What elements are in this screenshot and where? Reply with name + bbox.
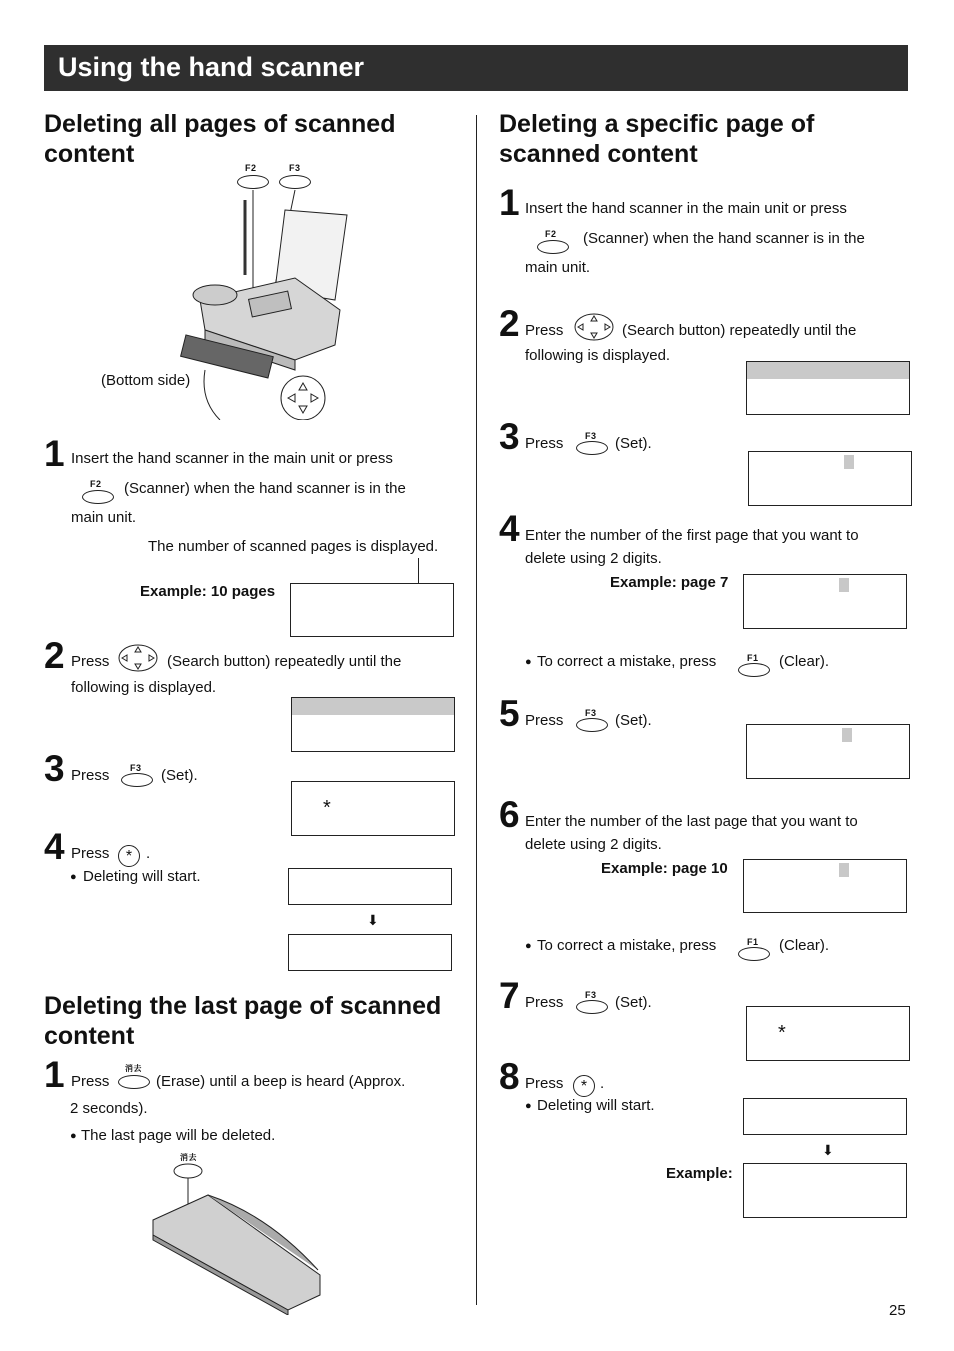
f2-key-icon (537, 240, 569, 254)
section-heading-delete-specific: Deleting a specific page of scanned content (499, 110, 815, 168)
lcd-display (748, 451, 912, 506)
press-label: Press (525, 994, 564, 1011)
down-arrow-icon: ⬇ (367, 912, 379, 928)
lcd-display (746, 361, 910, 415)
asterisk-symbol: * (778, 1022, 786, 1044)
fax-machine-illustration (175, 160, 365, 420)
search-button-icon (573, 312, 615, 342)
down-arrow-icon: ⬇ (822, 1142, 834, 1158)
erase-key-label: 消去 (125, 1064, 142, 1073)
lcd-highlight-bar (292, 698, 454, 715)
step-number: 1 (499, 182, 520, 223)
lcd-highlight-bar (747, 362, 909, 379)
bullet-icon: ● (525, 1100, 532, 1112)
clear-label: (Clear). (779, 653, 830, 670)
search-button-icon (117, 643, 159, 673)
step-number: 5 (499, 693, 520, 734)
press-label: Press (71, 653, 110, 670)
step-number: 3 (499, 416, 520, 457)
step1-text-line1: Insert the hand scanner in the main unit or press (71, 450, 393, 467)
example-label: Example: (666, 1165, 733, 1182)
bullet-icon: ● (525, 656, 532, 668)
step-number: 1 (44, 1054, 65, 1095)
callout-line (418, 558, 419, 585)
title-banner (44, 45, 908, 91)
step1-text-line3: main unit. (525, 259, 591, 276)
f3-key-label: F3 (585, 990, 597, 1000)
period-text: . (146, 845, 151, 862)
step4-text-line2: delete using 2 digits. (525, 550, 662, 567)
set-label: (Set). (615, 712, 652, 729)
column-divider (476, 115, 477, 1305)
f1-key-label: F1 (747, 653, 759, 663)
f3-key-icon (576, 718, 608, 732)
lcd-display (746, 1006, 910, 1061)
f2-key-label: F2 (245, 163, 257, 173)
example-label: Example: 10 pages (140, 583, 276, 600)
f1-key-icon (738, 947, 770, 961)
f2-key-label: F2 (545, 229, 557, 239)
press-label: Press (71, 845, 110, 862)
star-key-icon: * (573, 1075, 595, 1097)
f3-key-icon (121, 773, 153, 787)
lcd-display (288, 934, 452, 971)
step2-text-line1: (Search button) repeatedly until the (167, 653, 402, 670)
hand-scanner-illustration (148, 1150, 328, 1315)
bullet-text: The last page will be deleted. (81, 1127, 276, 1144)
f3-key-label: F3 (289, 163, 301, 173)
bullet-icon: ● (525, 940, 532, 952)
press-label: Press (525, 322, 564, 339)
f3-key-label: F3 (585, 431, 597, 441)
lcd-display (743, 1098, 907, 1135)
f2-key-icon (82, 490, 114, 504)
step-number: 7 (499, 975, 520, 1016)
step2-text-line1: (Search button) repeatedly until the (622, 322, 857, 339)
asterisk-symbol: * (323, 797, 331, 819)
f2-key-label: F2 (90, 479, 102, 489)
callout-text: The number of scanned pages is displayed. (148, 538, 439, 555)
lcd-display (743, 1163, 907, 1218)
step-number: 2 (44, 635, 65, 676)
step-number: 4 (499, 508, 520, 549)
bullet-text: Deleting will start. (537, 1097, 655, 1114)
f3-key-icon (576, 441, 608, 455)
hand-scanner-drawing (148, 1150, 328, 1315)
bottom-side-label: (Bottom side) (101, 372, 191, 389)
step1-text-line1: Insert the hand scanner in the main unit or press (525, 200, 847, 217)
page-number: 25 (889, 1302, 906, 1319)
lcd-display (291, 781, 455, 836)
f1-key-label: F1 (747, 937, 759, 947)
step4-text-line1: Enter the number of the first page that you want to (525, 527, 859, 544)
cursor-block (839, 863, 849, 877)
set-label: (Set). (615, 994, 652, 1011)
cursor-block (844, 455, 854, 469)
bullet-text: Deleting will start. (83, 868, 201, 885)
step-number: 4 (44, 826, 65, 867)
f3-key-label: F3 (130, 763, 142, 773)
f3-key-label: F3 (585, 708, 597, 718)
press-label: Press (525, 712, 564, 729)
press-label: Press (525, 435, 564, 452)
lcd-display (743, 574, 907, 629)
example-label: Example: page 7 (610, 574, 729, 591)
cursor-block (842, 728, 852, 742)
clear-label: (Clear). (779, 937, 830, 954)
lcd-display (743, 859, 907, 913)
lcd-display (288, 868, 452, 905)
cursor-block (839, 578, 849, 592)
star-key-icon: * (118, 845, 140, 867)
step-number: 8 (499, 1056, 520, 1097)
section-heading-delete-all: Deleting all pages of scanned content (44, 110, 396, 168)
erase-key-icon (118, 1075, 150, 1089)
step6-text-line2: delete using 2 digits. (525, 836, 662, 853)
lcd-display (291, 697, 455, 752)
bullet-icon: ● (70, 1130, 77, 1142)
section-heading-delete-last: Deleting the last page of scanned content (44, 992, 442, 1050)
step-number: 6 (499, 794, 520, 835)
period-text: . (600, 1075, 605, 1092)
lcd-display (290, 583, 454, 637)
step-number: 1 (44, 433, 65, 474)
press-label: Press (525, 1075, 564, 1092)
step-number: 3 (44, 748, 65, 789)
set-label: (Set). (615, 435, 652, 452)
correct-mistake-text: To correct a mistake, press (537, 937, 717, 954)
press-label: Press (71, 1073, 110, 1090)
correct-mistake-text: To correct a mistake, press (537, 653, 717, 670)
step1-text-line2: (Scanner) when the hand scanner is in the (583, 230, 865, 247)
set-label: (Set). (161, 767, 198, 784)
f1-key-icon (738, 663, 770, 677)
f3-key-icon (576, 1000, 608, 1014)
step1-text-line2: 2 seconds). (70, 1100, 148, 1117)
page-title: Using the hand scanner (58, 52, 365, 82)
step-number: 2 (499, 303, 520, 344)
erase-key-label: 消去 (180, 1153, 197, 1162)
example-label: Example: page 10 (601, 860, 728, 877)
bullet-icon: ● (70, 871, 77, 883)
fax-machine-drawing (175, 160, 365, 420)
step1-text-line2: (Scanner) when the hand scanner is in the (124, 480, 406, 497)
press-label: Press (71, 767, 110, 784)
step1-text-line3: main unit. (71, 509, 137, 526)
step6-text-line1: Enter the number of the last page that you want to (525, 813, 858, 830)
lcd-display (746, 724, 910, 779)
step1-text-line1: (Erase) until a beep is heard (Approx. (156, 1073, 406, 1090)
step2-text-line2: following is displayed. (71, 679, 217, 696)
step2-text-line2: following is displayed. (525, 347, 671, 364)
